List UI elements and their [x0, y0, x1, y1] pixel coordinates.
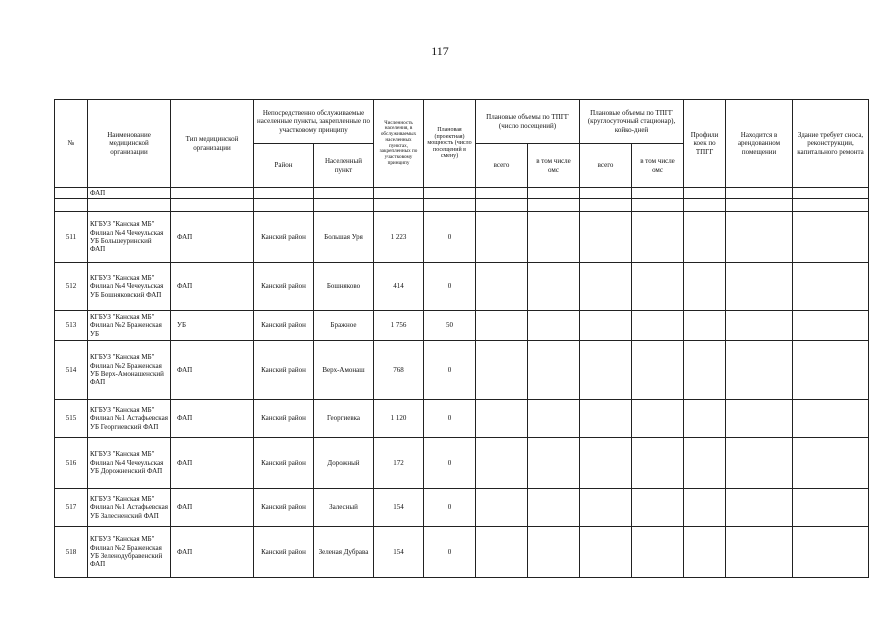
header-settlement: Населенный пункт: [314, 144, 374, 188]
row-num: 512: [55, 263, 88, 311]
table-row: [55, 341, 869, 400]
facility-name: КГБУЗ "Канская МБ" Филиал №1 Астафьевская УБ Георгиевский ФАП: [88, 400, 171, 438]
capacity: 0: [424, 212, 476, 263]
header-volumes-group: Плановые объемы по ТПГГ (число посещений): [476, 100, 580, 144]
district: Канский район: [254, 311, 314, 341]
empty-cell: [476, 311, 528, 341]
table-row: [55, 263, 869, 311]
row-num: 518: [55, 527, 88, 578]
empty-cell: [476, 489, 528, 527]
empty-cell: [793, 311, 869, 341]
district: Канский район: [254, 527, 314, 578]
settlement: Большая Уря: [314, 212, 374, 263]
empty-cell: [476, 527, 528, 578]
empty-cell: [476, 212, 528, 263]
spacer-row: [55, 199, 869, 212]
table-row: [55, 311, 869, 341]
empty-cell: [684, 489, 726, 527]
empty-cell: [793, 341, 869, 400]
facility-type: ФАП: [171, 263, 254, 311]
header-population: Численность населения, в обслуживаемых населенных пунктах, закрепленных по участковому принципу: [374, 100, 424, 188]
empty-cell: [580, 263, 632, 311]
empty-cell: [632, 311, 684, 341]
header-hospital-total: всего: [580, 144, 632, 188]
row-num: 517: [55, 489, 88, 527]
settlement: Бошняково: [314, 263, 374, 311]
empty-cell: [684, 263, 726, 311]
table-row: [55, 400, 869, 438]
row-num: 511: [55, 212, 88, 263]
empty-cell: [726, 400, 793, 438]
empty-cell: [793, 400, 869, 438]
empty-cell: [528, 311, 580, 341]
header-beds-profile: Профили коек по ТПГГ: [684, 100, 726, 188]
empty-cell: [476, 400, 528, 438]
population: 768: [374, 341, 424, 400]
empty-cell: [476, 438, 528, 489]
empty-cell: [528, 438, 580, 489]
row-num: 514: [55, 341, 88, 400]
facility-name: КГБУЗ "Канская МБ" Филиал №2 Браженская УБ Зеленодубравенский ФАП: [88, 527, 171, 578]
empty-cell: [726, 212, 793, 263]
district: Канский район: [254, 263, 314, 311]
empty-cell: [632, 212, 684, 263]
empty-cell: [684, 212, 726, 263]
page-number: 117: [431, 44, 449, 58]
empty-cell: [632, 438, 684, 489]
settlement: Дорожный: [314, 438, 374, 489]
header-demolition: Здание требует сноса, реконструкции, капитального ремонта: [793, 100, 869, 188]
header-district: Район: [254, 144, 314, 188]
capacity: 0: [424, 400, 476, 438]
header-name: Наименование медицинской организации: [88, 100, 171, 188]
empty-cell: [528, 212, 580, 263]
district: Канский район: [254, 341, 314, 400]
population: 154: [374, 489, 424, 527]
empty-cell: [684, 527, 726, 578]
settlement: Бражное: [314, 311, 374, 341]
facility-name: КГБУЗ "Канская МБ" Филиал №2 Браженская УБ: [88, 311, 171, 341]
header-num: №: [55, 100, 88, 188]
empty-cell: [684, 311, 726, 341]
empty-cell: [793, 212, 869, 263]
facility-type: ФАП: [171, 527, 254, 578]
empty-cell: [726, 341, 793, 400]
capacity: 0: [424, 489, 476, 527]
table-row: [55, 438, 869, 489]
district: Канский район: [254, 400, 314, 438]
empty-cell: [726, 489, 793, 527]
fap-row-label: ФАП: [88, 188, 171, 199]
table-row: [55, 489, 869, 527]
population: 172: [374, 438, 424, 489]
empty-cell: [580, 341, 632, 400]
empty-cell: [793, 527, 869, 578]
settlement: Залесный: [314, 489, 374, 527]
header-hospital-oms: в том числе омс: [632, 144, 684, 188]
settlement: Георгиевка: [314, 400, 374, 438]
district: Канский район: [254, 489, 314, 527]
empty-cell: [684, 341, 726, 400]
empty-cell: [528, 263, 580, 311]
empty-cell: [580, 438, 632, 489]
table-row: [55, 527, 869, 578]
facility-type: ФАП: [171, 400, 254, 438]
empty-cell: [726, 527, 793, 578]
empty-cell: [580, 527, 632, 578]
empty-cell: [528, 527, 580, 578]
header-capacity: Плановая (проектная) мощность (число посещений в смену): [424, 100, 476, 188]
empty-cell: [528, 489, 580, 527]
row-num: 516: [55, 438, 88, 489]
empty-cell: [580, 400, 632, 438]
empty-cell: [632, 341, 684, 400]
population: 1 223: [374, 212, 424, 263]
empty-cell: [632, 489, 684, 527]
header-volumes-oms: в том числе омс: [528, 144, 580, 188]
empty-cell: [726, 263, 793, 311]
empty-cell: [684, 438, 726, 489]
facility-name: КГБУЗ "Канская МБ" Филиал №2 Браженская УБ Верх-Амонашенский ФАП: [88, 341, 171, 400]
empty-cell: [476, 341, 528, 400]
population: 154: [374, 527, 424, 578]
district: Канский район: [254, 212, 314, 263]
population: 1 120: [374, 400, 424, 438]
empty-cell: [793, 438, 869, 489]
empty-cell: [726, 438, 793, 489]
row-num: 513: [55, 311, 88, 341]
empty-cell: [580, 311, 632, 341]
capacity: 0: [424, 263, 476, 311]
row-num: 515: [55, 400, 88, 438]
facility-type: ФАП: [171, 438, 254, 489]
capacity: 50: [424, 311, 476, 341]
header-volumes-total: всего: [476, 144, 528, 188]
empty-cell: [476, 263, 528, 311]
facilities-table: [54, 99, 869, 578]
facility-name: КГБУЗ "Канская МБ" Филиал №1 Астафьевская УБ Залесненский ФАП: [88, 489, 171, 527]
empty-cell: [726, 311, 793, 341]
facility-type: УБ: [171, 311, 254, 341]
empty-cell: [528, 400, 580, 438]
facility-name: КГБУЗ "Канская МБ" Филиал №4 Чечеульская УБ Дорожненский ФАП: [88, 438, 171, 489]
settlement: Зеленая Дубрава: [314, 527, 374, 578]
capacity: 0: [424, 527, 476, 578]
empty-cell: [580, 212, 632, 263]
facility-name: КГБУЗ "Канская МБ" Филиал №4 Чечеульская УБ Бошняковский ФАП: [88, 263, 171, 311]
capacity: 0: [424, 438, 476, 489]
table-row: [55, 188, 869, 199]
facility-type: ФАП: [171, 341, 254, 400]
empty-cell: [793, 489, 869, 527]
empty-cell: [580, 489, 632, 527]
header-served-group: Непосредственно обслуживаемые населенные пункты, закрепленные по участковому принципу: [254, 100, 374, 144]
population: 1 756: [374, 311, 424, 341]
facility-name: КГБУЗ "Канская МБ" Филиал №4 Чечеульская УБ Большеуринский ФАП: [88, 212, 171, 263]
header-rented: Находится в арендованном помещении: [726, 100, 793, 188]
empty-cell: [684, 400, 726, 438]
empty-cell: [632, 400, 684, 438]
empty-cell: [528, 341, 580, 400]
capacity: 0: [424, 341, 476, 400]
empty-cell: [632, 263, 684, 311]
population: 414: [374, 263, 424, 311]
settlement: Верх-Амонаш: [314, 341, 374, 400]
header-type: Тип медицинской организации: [171, 100, 254, 188]
empty-cell: [793, 263, 869, 311]
empty-cell: [632, 527, 684, 578]
facility-type: ФАП: [171, 489, 254, 527]
district: Канский район: [254, 438, 314, 489]
header-hospital-group: Плановые объемы по ТПГГ (круглосуточный стационар), койко-дней: [580, 100, 684, 144]
facility-type: ФАП: [171, 212, 254, 263]
table-row: [55, 212, 869, 263]
